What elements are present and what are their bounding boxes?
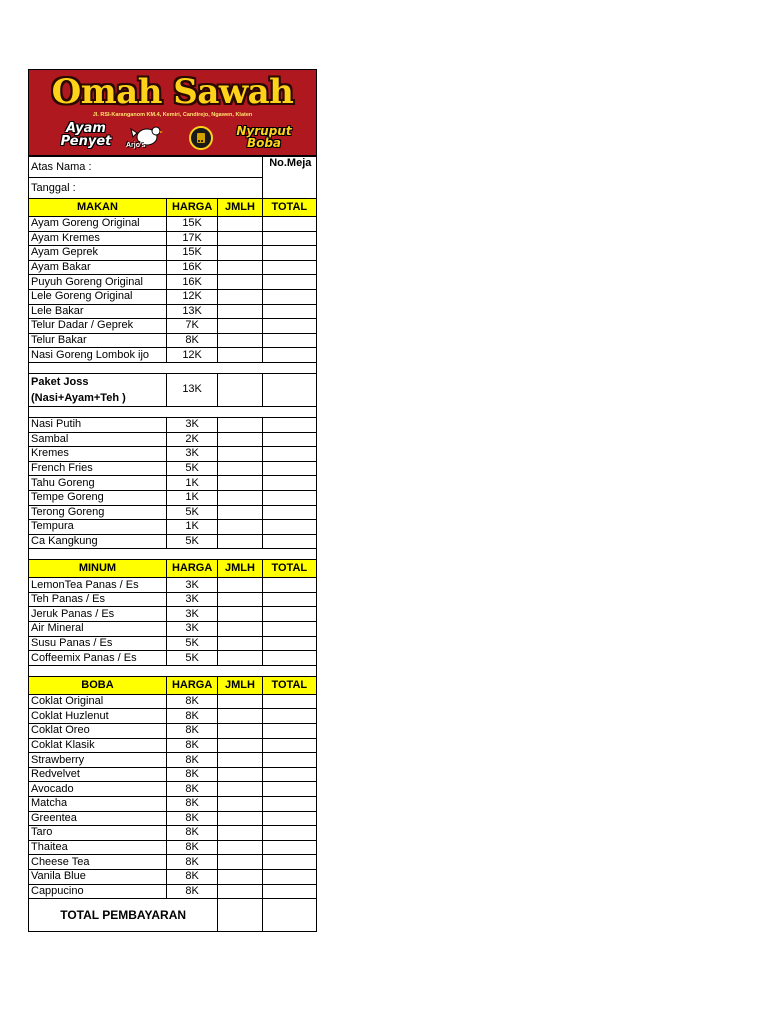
atas-nama-row — [29, 157, 317, 178]
jmlh-column-header: JMLH — [218, 199, 262, 217]
menu-item-row — [29, 636, 317, 651]
quantity-cell[interactable] — [218, 607, 262, 622]
menu-item-row — [29, 869, 317, 884]
paket-name — [29, 373, 167, 406]
total-cell[interactable] — [262, 855, 316, 870]
menu-item-row — [29, 694, 317, 709]
banner — [28, 69, 317, 156]
menu-item-row — [29, 260, 317, 275]
menu-item-row — [29, 840, 317, 855]
menu-item-row — [29, 348, 317, 363]
menu-item-row — [29, 333, 317, 348]
item-price: 3K — [166, 417, 217, 432]
paket-contents: (Nasi+Ayam+Teh ) — [31, 391, 126, 404]
total-pembayaran-row — [29, 899, 317, 932]
menu-item-row — [29, 534, 317, 549]
menu-item-row — [29, 578, 317, 593]
item-price: 1K — [166, 490, 217, 505]
total-cell[interactable] — [262, 447, 316, 462]
total-cell[interactable] — [262, 578, 316, 593]
item-price: 16K — [166, 260, 217, 275]
menu-item-row — [29, 797, 317, 812]
item-name: Greentea — [29, 811, 167, 826]
item-name: Tahu Goreng — [29, 476, 167, 491]
item-price: 8K — [166, 884, 217, 899]
total-cell[interactable] — [262, 869, 316, 884]
quantity-cell[interactable] — [218, 417, 262, 432]
item-price: 8K — [166, 826, 217, 841]
brand-logo: Omah Sawah — [51, 72, 294, 112]
item-price: 3K — [166, 607, 217, 622]
quantity-cell[interactable] — [218, 651, 262, 666]
order-table — [28, 156, 317, 932]
total-cell[interactable] — [262, 461, 316, 476]
total-cell[interactable] — [262, 373, 316, 406]
item-price: 5K — [166, 505, 217, 520]
item-price: 8K — [166, 869, 217, 884]
quantity-cell[interactable] — [218, 694, 262, 709]
spacer-row — [29, 665, 317, 676]
menu-item-row — [29, 622, 317, 637]
item-name: Nasi Putih — [29, 417, 167, 432]
item-name: Telur Dadar / Geprek — [29, 319, 167, 334]
order-form — [28, 69, 317, 932]
item-name: Tempe Goreng — [29, 490, 167, 505]
quantity-cell[interactable] — [218, 447, 262, 462]
total-cell[interactable] — [262, 275, 316, 290]
menu-item-row — [29, 417, 317, 432]
item-price: 7K — [166, 319, 217, 334]
item-price: 15K — [166, 246, 217, 261]
total-cell[interactable] — [262, 767, 316, 782]
total-cell[interactable] — [262, 520, 316, 535]
menu-item-row — [29, 505, 317, 520]
quantity-cell[interactable] — [218, 840, 262, 855]
quantity-cell[interactable] — [218, 855, 262, 870]
item-price: 8K — [166, 753, 217, 768]
item-name: Cappucino — [29, 884, 167, 899]
spacer-cell — [29, 549, 317, 560]
item-name: Avocado — [29, 782, 167, 797]
quantity-cell[interactable] — [218, 432, 262, 447]
quantity-cell[interactable] — [218, 869, 262, 884]
quantity-cell[interactable] — [218, 767, 262, 782]
quantity-cell[interactable] — [218, 217, 262, 232]
total-cell[interactable] — [262, 319, 316, 334]
menu-item-row — [29, 217, 317, 232]
item-name: Puyuh Goreng Original — [29, 275, 167, 290]
item-price: 8K — [166, 797, 217, 812]
item-price: 3K — [166, 592, 217, 607]
jmlh-column-header: JMLH — [218, 676, 262, 694]
total-cell[interactable] — [262, 505, 316, 520]
item-name: Sambal — [29, 432, 167, 447]
spacer-cell — [29, 362, 317, 373]
item-price: 8K — [166, 694, 217, 709]
menu-item-row — [29, 767, 317, 782]
item-name: Tempura — [29, 520, 167, 535]
paket-price: 13K — [166, 373, 217, 406]
item-price: 3K — [166, 578, 217, 593]
menu-item-row — [29, 738, 317, 753]
boba-header-row — [29, 676, 317, 694]
total-cell[interactable] — [262, 348, 316, 363]
total-cell[interactable] — [262, 417, 316, 432]
item-price: 8K — [166, 855, 217, 870]
item-price: 3K — [166, 447, 217, 462]
total-cell[interactable] — [262, 724, 316, 739]
total-cell[interactable] — [262, 289, 316, 304]
menu-item-row — [29, 884, 317, 899]
quantity-cell[interactable] — [218, 348, 262, 363]
total-cell[interactable] — [262, 811, 316, 826]
total-cell[interactable] — [262, 592, 316, 607]
quantity-cell[interactable] — [218, 534, 262, 549]
item-price: 5K — [166, 534, 217, 549]
total-cell[interactable] — [262, 753, 316, 768]
menu-item-row — [29, 275, 317, 290]
item-name: Coklat Oreo — [29, 724, 167, 739]
total-cell[interactable] — [262, 260, 316, 275]
quantity-cell[interactable] — [218, 304, 262, 319]
total-cell[interactable] — [262, 826, 316, 841]
paket-row — [29, 373, 317, 406]
menu-item-row — [29, 592, 317, 607]
quantity-cell[interactable] — [218, 231, 262, 246]
total-pembayaran-label: TOTAL PEMBAYARAN — [29, 899, 218, 932]
quantity-cell[interactable] — [218, 333, 262, 348]
item-price: 12K — [166, 289, 217, 304]
quantity-cell[interactable] — [218, 738, 262, 753]
item-name: Taro — [29, 826, 167, 841]
item-name: Air Mineral — [29, 622, 167, 637]
item-price: 8K — [166, 333, 217, 348]
item-price: 8K — [166, 782, 217, 797]
total-cell[interactable] — [262, 333, 316, 348]
menu-item-row — [29, 432, 317, 447]
spacer-row — [29, 362, 317, 373]
item-name: Ayam Bakar — [29, 260, 167, 275]
total-cell[interactable] — [262, 694, 316, 709]
total-cell[interactable] — [262, 490, 316, 505]
atas-nama-field[interactable]: Atas Nama : — [29, 157, 263, 178]
grand-quantity-cell[interactable] — [218, 899, 262, 932]
total-cell[interactable] — [262, 432, 316, 447]
item-price: 17K — [166, 231, 217, 246]
item-price: 8K — [166, 767, 217, 782]
item-price: 15K — [166, 217, 217, 232]
item-price: 8K — [166, 811, 217, 826]
total-cell[interactable] — [262, 607, 316, 622]
boba-word: Boba — [246, 136, 282, 150]
item-name: Lele Bakar — [29, 304, 167, 319]
harga-column-header: HARGA — [166, 199, 217, 217]
quantity-cell[interactable] — [218, 246, 262, 261]
total-cell[interactable] — [262, 651, 316, 666]
item-name: Ayam Kremes — [29, 231, 167, 246]
total-cell[interactable] — [262, 231, 316, 246]
quantity-cell[interactable] — [218, 476, 262, 491]
item-name: Redvelvet — [29, 767, 167, 782]
minum-header-row — [29, 560, 317, 578]
boba-badge-icon — [189, 126, 213, 150]
menu-item-row — [29, 231, 317, 246]
menu-item-row — [29, 246, 317, 261]
item-name: Coffeemix Panas / Es — [29, 651, 167, 666]
menu-item-row — [29, 319, 317, 334]
item-name: Kremes — [29, 447, 167, 462]
quantity-cell[interactable] — [218, 622, 262, 637]
total-cell[interactable] — [262, 797, 316, 812]
quantity-cell[interactable] — [218, 782, 262, 797]
item-price: 1K — [166, 476, 217, 491]
nyruput-boba-logo — [221, 125, 307, 149]
total-cell[interactable] — [262, 884, 316, 899]
quantity-cell[interactable] — [218, 636, 262, 651]
item-price: 8K — [166, 738, 217, 753]
menu-item-row — [29, 855, 317, 870]
quantity-cell[interactable] — [218, 578, 262, 593]
item-name: Ca Kangkung — [29, 534, 167, 549]
quantity-cell[interactable] — [218, 520, 262, 535]
menu-item-row — [29, 709, 317, 724]
menu-item-row — [29, 520, 317, 535]
total-cell[interactable] — [262, 534, 316, 549]
quantity-cell[interactable] — [218, 490, 262, 505]
total-cell[interactable] — [262, 738, 316, 753]
quantity-cell[interactable] — [218, 753, 262, 768]
item-name: Matcha — [29, 797, 167, 812]
quantity-cell[interactable] — [218, 505, 262, 520]
item-price: 5K — [166, 461, 217, 476]
spacer-cell — [29, 406, 317, 417]
quantity-cell[interactable] — [218, 319, 262, 334]
item-price: 8K — [166, 709, 217, 724]
tanggal-field[interactable]: Tanggal : — [29, 178, 263, 199]
item-name: Telur Bakar — [29, 333, 167, 348]
total-cell[interactable] — [262, 782, 316, 797]
total-column-header: TOTAL — [262, 199, 316, 217]
menu-item-row — [29, 811, 317, 826]
menu-item-row — [29, 782, 317, 797]
menu-item-row — [29, 826, 317, 841]
spacer-row — [29, 549, 317, 560]
quantity-cell[interactable] — [218, 260, 262, 275]
item-name: Coklat Klasik — [29, 738, 167, 753]
quantity-cell[interactable] — [218, 797, 262, 812]
menu-item-row — [29, 651, 317, 666]
menu-item-row — [29, 304, 317, 319]
no-meja-field[interactable]: No.Meja — [262, 157, 316, 199]
menu-item-row — [29, 461, 317, 476]
item-name: Lele Goreng Original — [29, 289, 167, 304]
total-cell[interactable] — [262, 476, 316, 491]
item-name: Ayam Goreng Original — [29, 217, 167, 232]
makan-header-row — [29, 199, 317, 217]
item-name: Ayam Geprek — [29, 246, 167, 261]
item-price: 16K — [166, 275, 217, 290]
quantity-cell[interactable] — [218, 826, 262, 841]
menu-item-row — [29, 724, 317, 739]
quantity-cell[interactable] — [218, 592, 262, 607]
item-name: Coklat Original — [29, 694, 167, 709]
menu-item-row — [29, 753, 317, 768]
quantity-cell[interactable] — [218, 289, 262, 304]
total-cell[interactable] — [262, 622, 316, 637]
item-name: Coklat Huzlenut — [29, 709, 167, 724]
item-name: French Fries — [29, 461, 167, 476]
item-name: Thaitea — [29, 840, 167, 855]
total-cell[interactable] — [262, 217, 316, 232]
item-price: 1K — [166, 520, 217, 535]
total-cell[interactable] — [262, 246, 316, 261]
item-name: Susu Panas / Es — [29, 636, 167, 651]
total-cell[interactable] — [262, 840, 316, 855]
ayam-penyet-logo — [51, 122, 121, 148]
address: Jl. RSI-Karanganom KM.4, Kemiri, Candirejo, Ngawen, Klaten — [92, 112, 253, 118]
harga-column-header: HARGA — [166, 676, 217, 694]
paket-title: Paket Joss — [31, 375, 89, 388]
nyruput-word: Nyruput — [236, 124, 292, 138]
total-column-header: TOTAL — [262, 676, 316, 694]
item-name: Jeruk Panas / Es — [29, 607, 167, 622]
makan-section-title: MAKAN — [29, 199, 167, 217]
total-cell[interactable] — [262, 636, 316, 651]
menu-item-row — [29, 447, 317, 462]
quantity-cell[interactable] — [218, 709, 262, 724]
item-name: Vanila Blue — [29, 869, 167, 884]
penyet-word: Penyet — [60, 134, 112, 149]
menu-item-row — [29, 476, 317, 491]
item-price: 3K — [166, 622, 217, 637]
item-price: 12K — [166, 348, 217, 363]
boba-section-title: BOBA — [29, 676, 167, 694]
item-price: 5K — [166, 651, 217, 666]
item-name: Strawberry — [29, 753, 167, 768]
grand-total-cell[interactable] — [262, 899, 316, 932]
harga-column-header: HARGA — [166, 560, 217, 578]
jmlh-column-header: JMLH — [218, 560, 262, 578]
menu-item-row — [29, 289, 317, 304]
item-price: 5K — [166, 636, 217, 651]
spacer-row — [29, 406, 317, 417]
item-name: Teh Panas / Es — [29, 592, 167, 607]
minum-section-title: MINUM — [29, 560, 167, 578]
item-name: Cheese Tea — [29, 855, 167, 870]
item-price: 2K — [166, 432, 217, 447]
quantity-cell[interactable] — [218, 275, 262, 290]
total-cell[interactable] — [262, 709, 316, 724]
item-price: 8K — [166, 840, 217, 855]
menu-item-row — [29, 607, 317, 622]
quantity-cell[interactable] — [218, 811, 262, 826]
item-price: 8K — [166, 724, 217, 739]
quantity-cell[interactable] — [218, 373, 262, 406]
total-column-header: TOTAL — [262, 560, 316, 578]
arjos-label: Arjo's — [126, 142, 146, 149]
spacer-cell — [29, 665, 317, 676]
quantity-cell[interactable] — [218, 461, 262, 476]
item-name: Nasi Goreng Lombok ijo — [29, 348, 167, 363]
quantity-cell[interactable] — [218, 724, 262, 739]
menu-item-row — [29, 490, 317, 505]
total-cell[interactable] — [262, 304, 316, 319]
quantity-cell[interactable] — [218, 884, 262, 899]
item-name: LemonTea Panas / Es — [29, 578, 167, 593]
item-price: 13K — [166, 304, 217, 319]
item-name: Terong Goreng — [29, 505, 167, 520]
ayam-word: Ayam — [66, 121, 106, 136]
